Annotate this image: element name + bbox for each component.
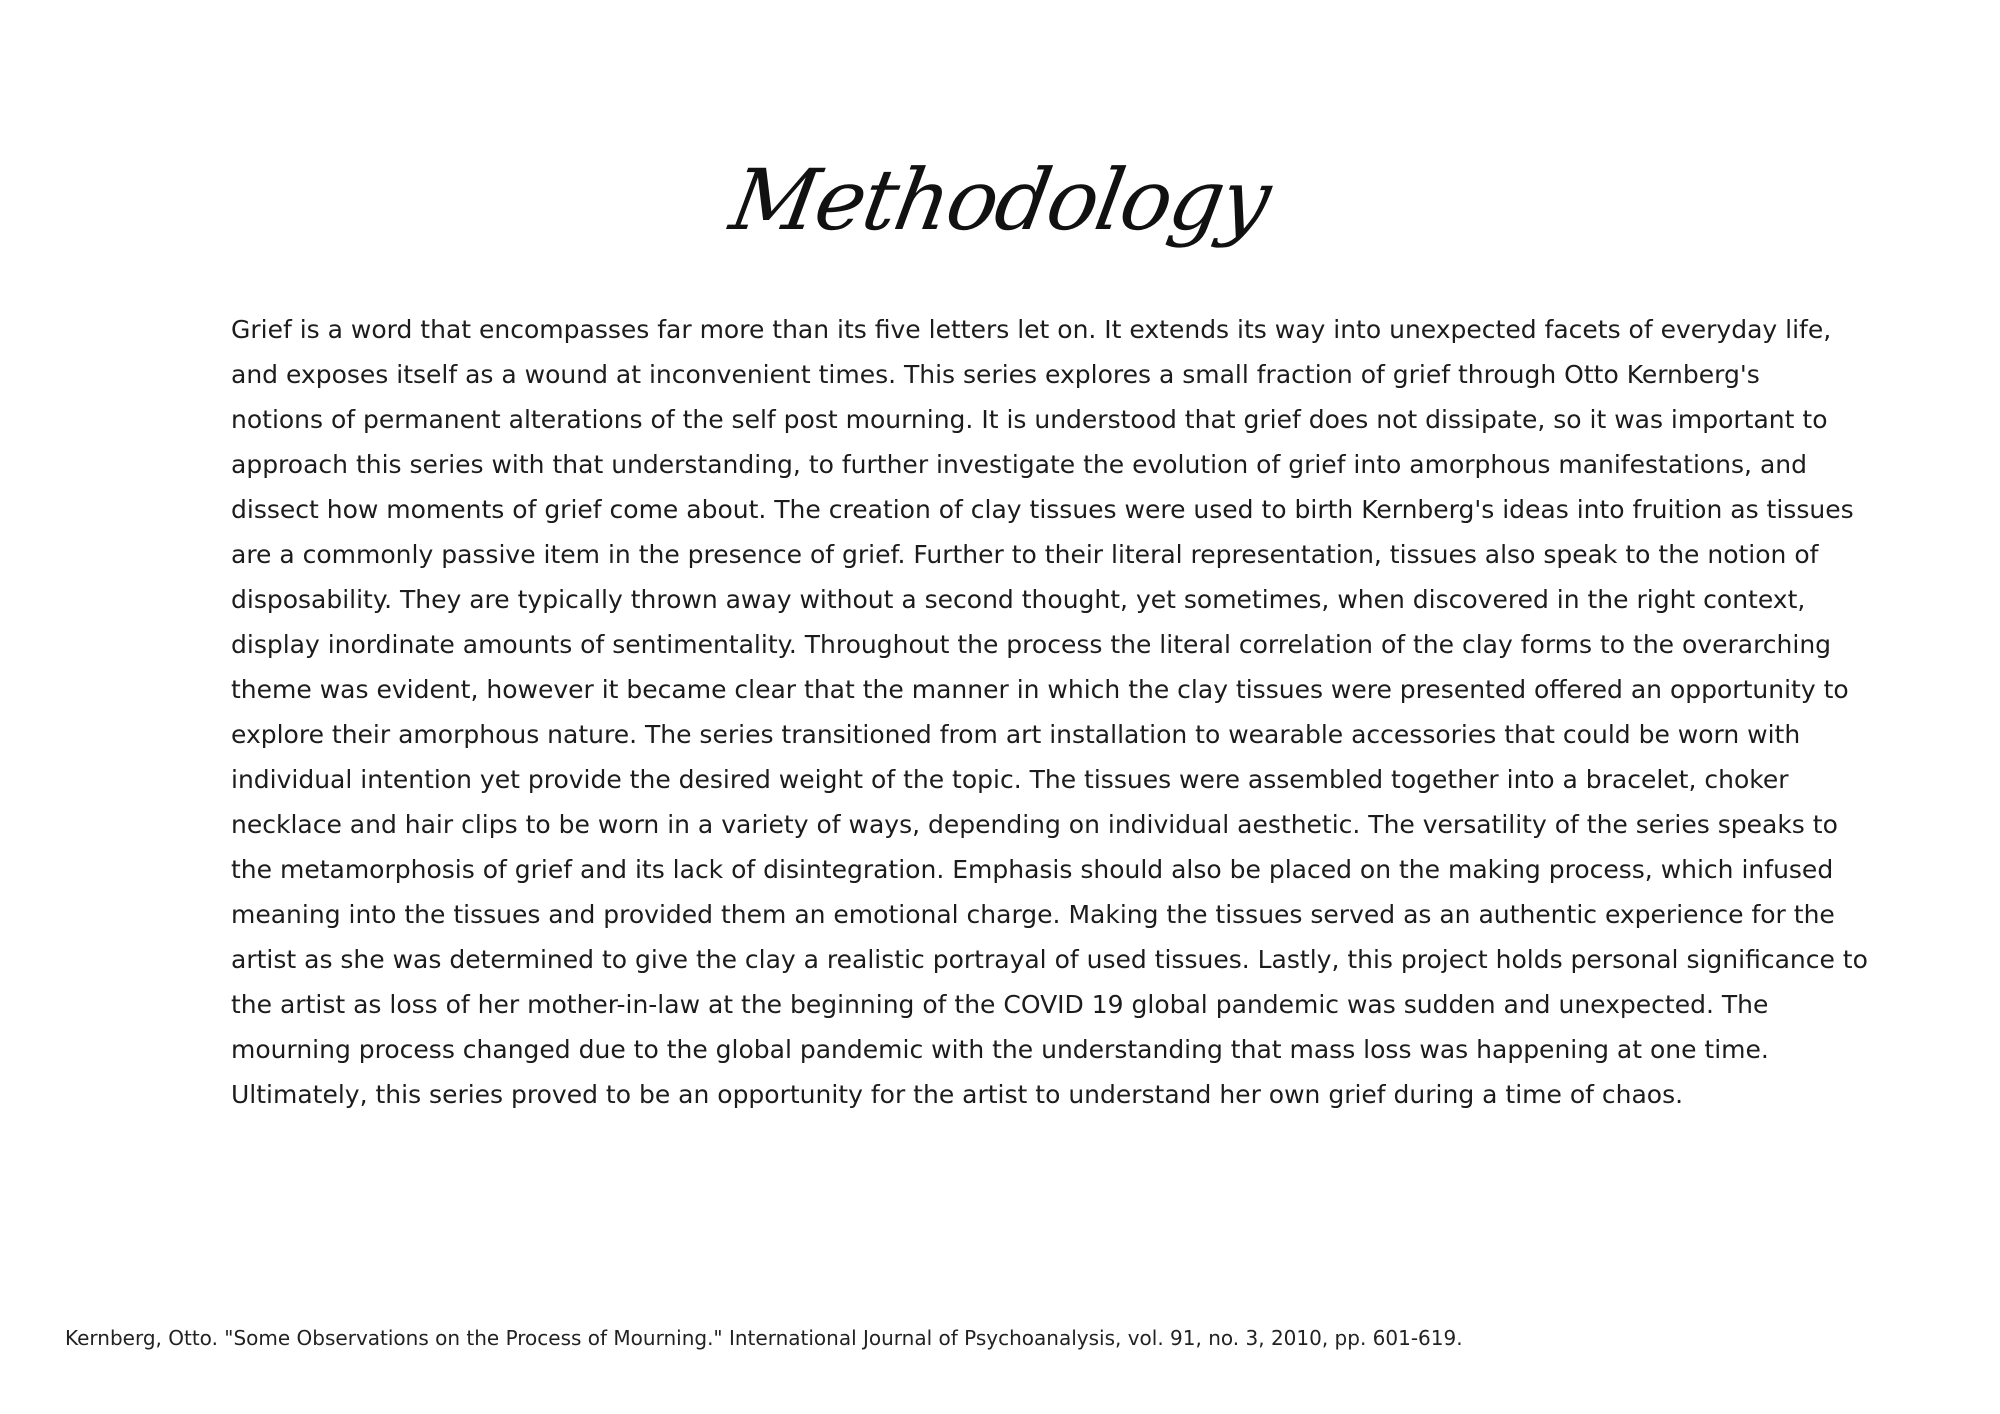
paragraph-line: Ultimately, this series proved to be an opportunity for the artist to understand her own grief during a time of chaos. xyxy=(231,1080,1684,1109)
paragraph-line: meaning into the tissues and provided them an emotional charge. Making the tissues served as an authentic experience for the xyxy=(231,900,1835,929)
paragraph-line: mourning process changed due to the global pandemic with the understanding that mass loss was happening at one time. xyxy=(231,1035,1769,1064)
methodology-paragraph xyxy=(231,307,1868,1117)
paragraph-line: explore their amorphous nature. The series transitioned from art installation to wearable accessories that could be worn with xyxy=(231,720,1801,749)
paragraph-line: the artist as loss of her mother-in-law at the beginning of the COVID 19 global pandemic was sudden and unexpected. The xyxy=(231,990,1769,1019)
page-title: Methodology xyxy=(723,151,1277,249)
citation-footnote: Kernberg, Otto. "Some Observations on the Process of Mourning." International Journal of Psychoanalysis, vol. 91, no. 3, 2010, pp. 601-619. xyxy=(65,1326,1463,1350)
paragraph-line: the metamorphosis of grief and its lack of disintegration. Emphasis should also be placed on the making process, which infused xyxy=(231,855,1834,884)
paragraph-line: and exposes itself as a wound at inconvenient times. This series explores a small fraction of grief through Otto Kernberg's xyxy=(231,360,1760,389)
paragraph-line: theme was evident, however it became clear that the manner in which the clay tissues were presented offered an opportunity to xyxy=(231,675,1849,704)
paragraph-line: are a commonly passive item in the presence of grief. Further to their literal representation, tissues also speak to the notion of xyxy=(231,540,1819,569)
paragraph-line: necklace and hair clips to be worn in a variety of ways, depending on individual aesthetic. The versatility of the series speaks to xyxy=(231,810,1838,839)
paragraph-line: display inordinate amounts of sentimentality. Throughout the process the literal correlation of the clay forms to the overarching xyxy=(231,630,1832,659)
paragraph-line: disposability. They are typically thrown away without a second thought, yet sometimes, when discovered in the right context, xyxy=(231,585,1806,614)
paragraph-line: Grief is a word that encompasses far more than its five letters let on. It extends its way into unexpected facets of everyday life, xyxy=(231,315,1832,344)
paragraph-line: dissect how moments of grief come about. The creation of clay tissues were used to birth Kernberg's ideas into fruition as tissues xyxy=(231,495,1854,524)
paragraph-line: approach this series with that understanding, to further investigate the evolution of grief into amorphous manifestations, and xyxy=(231,450,1807,479)
paragraph-line: artist as she was determined to give the clay a realistic portrayal of used tissues. Lastly, this project holds personal significance to xyxy=(231,945,1868,974)
paragraph-line: individual intention yet provide the desired weight of the topic. The tissues were assembled together into a bracelet, choker xyxy=(231,765,1789,794)
paragraph-line: notions of permanent alterations of the self post mourning. It is understood that grief does not dissipate, so it was important to xyxy=(231,405,1828,434)
